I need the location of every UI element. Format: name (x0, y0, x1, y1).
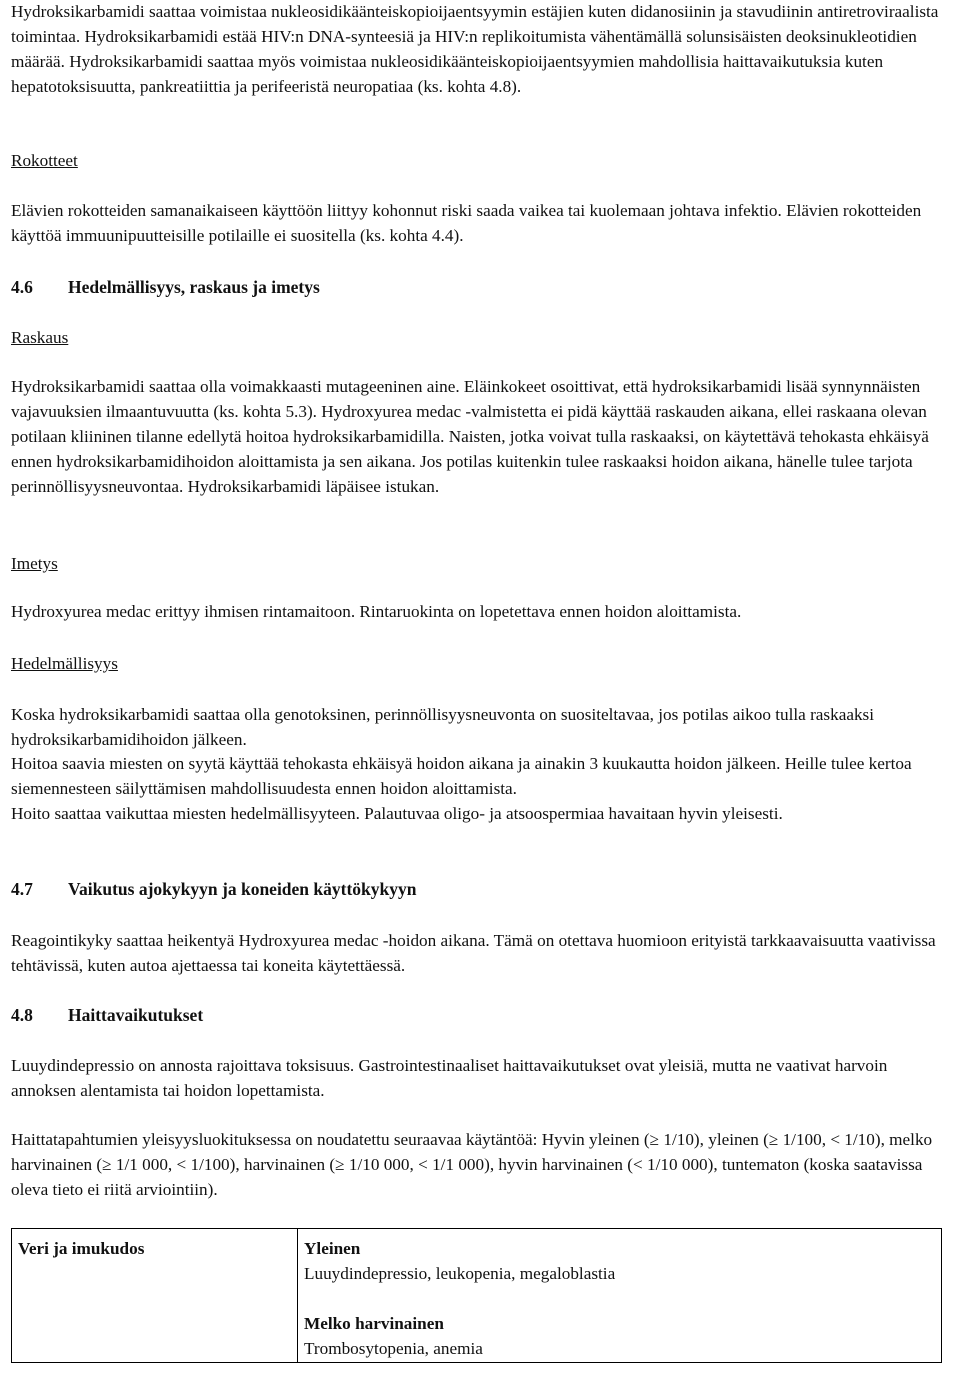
adverse-effects-table (11, 1228, 942, 1363)
section-4-8-heading (11, 1003, 203, 1028)
frequency-label: Yleinen (304, 1239, 361, 1258)
section-title: Hedelmällisyys, raskaus ja imetys (68, 277, 320, 297)
hedelmallisyys-paragraph-3: Hoito saattaa vaikuttaa miesten hedelmällisyyteen. Palautuvaa oligo- ja atsoospermiaa havaitaan hyvin yleisesti. (11, 804, 783, 823)
hedelmallisyys-heading: Hedelmällisyys (11, 654, 118, 673)
organ-class-cell: Veri ja imukudos (12, 1229, 298, 1363)
effects-list: Luuydindepressio, leukopenia, megaloblastia (304, 1264, 616, 1283)
table-row (12, 1229, 942, 1363)
section-title: Vaikutus ajokykyyn ja koneiden käyttökykyyn (68, 879, 417, 899)
effects-cell (298, 1229, 942, 1363)
section-number: 4.7 (11, 879, 33, 899)
section-4-7-paragraph: Reagointikyky saattaa heikentyä Hydroxyurea medac -hoidon aikana. Tämä on otettava huomioon erityistä tarkkaavaisuutta vaativissa tehtävissä, kuten autoa ajettaessa tai koneita käytettäessä. (11, 931, 936, 975)
section-title: Haittavaikutukset (68, 1005, 204, 1025)
rokotteet-heading: Rokotteet (11, 151, 78, 170)
section-4-6-heading (11, 275, 320, 300)
section-4-8-paragraph-2: Haittatapahtumien yleisyysluokituksessa on noudatettu seuraavaa käytäntöä: Hyvin yleinen (≥ 1/10), yleinen (≥ 1/100, < 1/10), melko harvinainen (≥ 1/1 000, < 1/100), harvinainen (≥ 1/10 000, < 1/1 000), hyvin harvinainen (< 1/10 000), tuntematon (koska saatavissa oleva tieto ei riitä arviointiin). (11, 1130, 933, 1199)
raskaus-paragraph: Hydroksikarbamidi saattaa olla voimakkaasti mutageeninen aine. Eläinkokeet osoittivat, että hydroksikarbamidi lisää synnynnäisten vajavuuksien ilmaantuvuutta (ks. kohta 5.3). Hydroxyurea medac -valmistetta ei pidä käyttää raskauden aikana, ellei raskaana olevan potilaan kliininen tilanne edellytä hoitoa hydroksikarbamidilla. Naisten, jotka voivat tulla raskaaksi, on käytettävä tehokasta ehkäisyä ennen hydroksikarbamidihoidon aloittamista ja sen aikana. Jos potilas kuitenkin tulee raskaaksi hoidon aikana, hänelle tulee tarjota perinnöllisyysneuvontaa. Hydroksikarbamidi läpäisee istukan. (11, 377, 929, 496)
hedelmallisyys-paragraph-1: Koska hydroksikarbamidi saattaa olla genotoksinen, perinnöllisyysneuvonta on suositeltavaa, jos potilas aikoo tulla raskaaksi hydroksikarbamidihoidon jälkeen. (11, 705, 875, 749)
hedelmallisyys-paragraph-2: Hoitoa saavia miesten on syytä käyttää tehokasta ehkäisyä hoidon aikana ja ainakin 3 kuukautta hoidon jälkeen. Heille tulee kertoa siemennesteen säilyttämisen mahdollisuudesta ennen hoidon aloittamista. (11, 754, 912, 798)
interaction-paragraph: Hydroksikarbamidi saattaa voimistaa nukleosidikäänteiskopioijaentsyymin estäjien kuten didanosiinin ja stavudiinin antiretroviraalista toimintaa. Hydroksikarbamidi estää HIV:n DNA-synteesiä ja HIV:n replikoitumista vähentämällä solunsisäisten deoksinukleotidien määrää. Hydroksikarbamidi saattaa myös voimistaa nukleosidikäänteiskopioijaentsyymien mahdollisia haittavaikutuksia kuten hepatotoksisuutta, pankreatiittia ja perifeeristä neuropatiaa (ks. kohta 4.8). (11, 2, 939, 96)
imetys-paragraph: Hydroxyurea medac erittyy ihmisen rintamaitoon. Rintaruokinta on lopetettava ennen hoidon aloittamista. (11, 602, 742, 621)
raskaus-heading: Raskaus (11, 328, 69, 347)
section-number: 4.6 (11, 277, 33, 297)
effects-list: Trombosytopenia, anemia (304, 1339, 483, 1358)
section-4-8-paragraph-1: Luuydindepressio on annosta rajoittava toksisuus. Gastrointestinaaliset haittavaikutukset ovat yleisiä, mutta ne vaativat harvoin annoksen alentamista tai hoidon lopettamista. (11, 1056, 888, 1100)
rokotteet-paragraph: Elävien rokotteiden samanaikaiseen käyttöön liittyy kohonnut riski saada vaikea tai kuolemaan johtava infektio. Elävien rokotteiden käyttöä immuunipuutteisille potilaille ei suositella (ks. kohta 4.4). (11, 201, 922, 245)
imetys-heading: Imetys (11, 554, 58, 573)
section-number: 4.8 (11, 1005, 33, 1025)
frequency-label: Melko harvinainen (304, 1314, 444, 1333)
section-4-7-heading (11, 877, 417, 902)
